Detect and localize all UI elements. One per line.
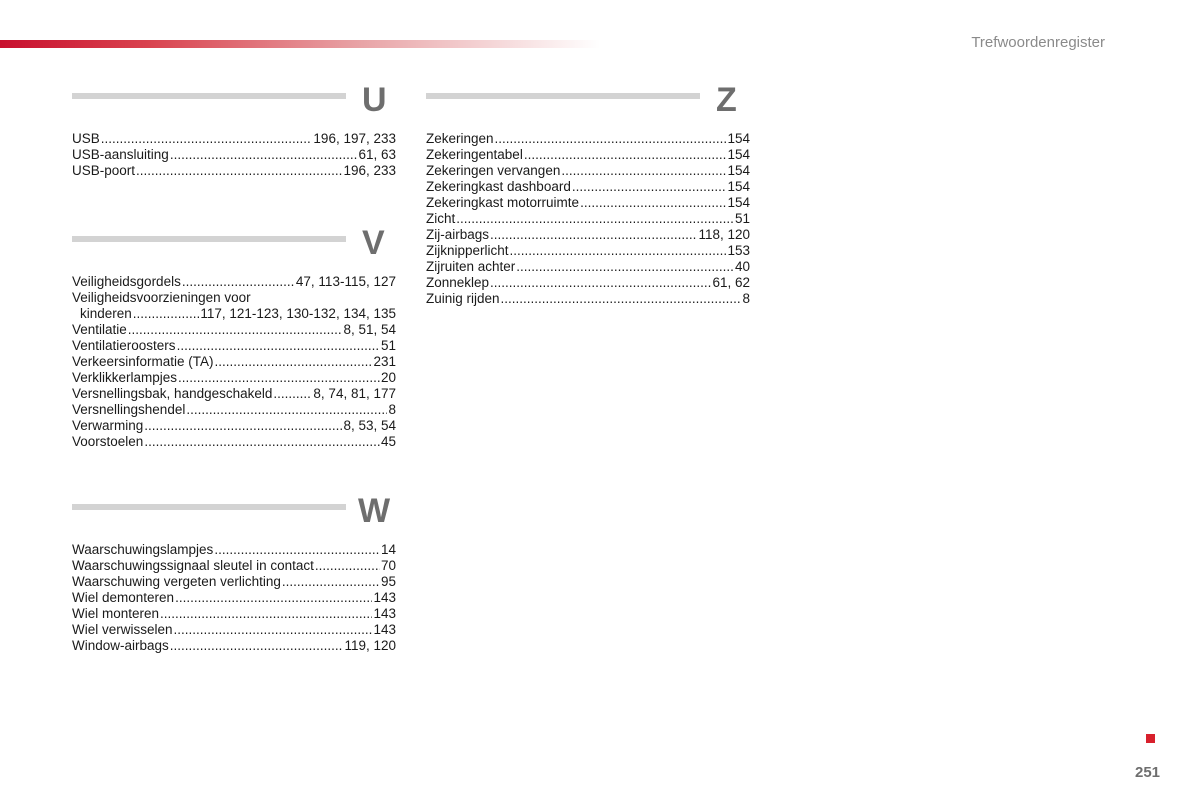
entry-pages: 196, 197, 233	[313, 131, 396, 146]
index-entry[interactable]	[72, 370, 396, 386]
index-entry[interactable]	[72, 622, 396, 638]
index-entry[interactable]	[72, 402, 396, 418]
section-divider	[72, 93, 346, 99]
corner-marker	[1146, 734, 1155, 743]
index-entry[interactable]	[72, 322, 396, 338]
entry-label: Zekeringkast motorruimte	[426, 195, 580, 210]
section-divider	[426, 93, 700, 99]
index-entry[interactable]	[72, 590, 396, 606]
entry-label: Ventilatieroosters	[72, 338, 176, 353]
index-entry[interactable]	[72, 163, 396, 179]
index-entry[interactable]	[72, 542, 396, 558]
entry-label: Zekeringentabel	[426, 147, 523, 162]
index-entry[interactable]	[72, 638, 396, 654]
entry-label: Wiel verwisselen	[72, 622, 173, 637]
entry-pages: 95	[380, 574, 396, 589]
entry-pages: 61, 62	[712, 275, 750, 290]
entry-label: Verwarming	[72, 418, 144, 433]
entry-label: Zicht	[426, 211, 456, 226]
section-divider	[72, 236, 346, 242]
entry-label: USB-poort	[72, 163, 136, 178]
index-entry[interactable]	[426, 227, 750, 243]
entry-label: Waarschuwing vergeten verlichting	[72, 574, 281, 589]
entry-pages: 153	[727, 243, 750, 258]
entry-label: Wiel demonteren	[72, 590, 175, 605]
entry-label: Versnellingshendel	[72, 402, 186, 417]
index-entry[interactable]	[72, 131, 396, 147]
index-entry[interactable]	[426, 147, 750, 163]
entry-label: Wiel monteren	[72, 606, 160, 621]
entry-pages: 143	[373, 590, 396, 605]
index-entry[interactable]	[72, 574, 396, 590]
index-entry[interactable]	[72, 274, 396, 290]
entry-label: USB	[72, 131, 100, 146]
entry-pages: 45	[380, 434, 396, 449]
entry-pages: 143	[373, 606, 396, 621]
page-number: 251	[1135, 764, 1161, 781]
index-entry[interactable]	[72, 290, 396, 306]
index-entry[interactable]	[426, 275, 750, 291]
entry-pages: 40	[734, 259, 750, 274]
entry-pages: 119, 120	[344, 638, 396, 653]
section-letter: V	[362, 224, 385, 262]
entry-label: Zekeringen vervangen	[426, 163, 561, 178]
top-accent-bar	[0, 40, 600, 48]
entry-label: Zij-airbags	[426, 227, 490, 242]
index-entry[interactable]	[426, 195, 750, 211]
entry-label: USB-aansluiting	[72, 147, 169, 162]
entry-label: Voorstoelen	[72, 434, 144, 449]
entry-pages: 70	[380, 558, 396, 573]
entry-pages: 8, 53, 54	[343, 418, 396, 433]
section-letter: W	[358, 492, 391, 530]
index-entry[interactable]	[426, 179, 750, 195]
entry-label: Verkeersinformatie (TA)	[72, 354, 214, 369]
entry-label: Verklikkerlampjes	[72, 370, 178, 385]
entry-pages: 143	[373, 622, 396, 637]
entry-pages: 117, 121-123, 130-132, 134, 135	[200, 306, 396, 321]
entry-label: Zijknipperlicht	[426, 243, 509, 258]
entry-label: Zekeringen	[426, 131, 494, 146]
index-entry[interactable]	[72, 354, 396, 370]
entry-pages: 118, 120	[698, 227, 750, 242]
entry-pages: 154	[727, 131, 750, 146]
entry-label: Waarschuwingslampjes	[72, 542, 214, 557]
entry-pages: 154	[727, 163, 750, 178]
entry-label: Waarschuwingssignaal sleutel in contact	[72, 558, 314, 573]
entry-pages: 8	[742, 291, 750, 306]
entry-pages: 8	[388, 402, 396, 417]
index-entry[interactable]	[72, 418, 396, 434]
entry-label: Versnellingsbak, handgeschakeld	[72, 386, 273, 401]
entry-pages: 20	[380, 370, 396, 385]
index-entry[interactable]	[72, 606, 396, 622]
entry-pages: 14	[380, 542, 396, 557]
entry-label: Veiligheidsvoorzieningen voor	[72, 290, 251, 305]
index-entry[interactable]	[426, 259, 750, 275]
page-title: Trefwoordenregister	[971, 34, 1105, 51]
entry-label: Ventilatie	[72, 322, 127, 337]
entry-pages: 51	[734, 211, 750, 226]
entry-label: Window-airbags	[72, 638, 169, 653]
index-entries	[72, 274, 396, 450]
index-entries	[72, 131, 396, 179]
index-entry[interactable]	[72, 386, 396, 402]
section-letter: Z	[716, 81, 737, 119]
entry-pages: 51	[380, 338, 396, 353]
entry-label: Zuinig rijden	[426, 291, 500, 306]
index-entry[interactable]	[72, 558, 396, 574]
entry-pages: 8, 74, 81, 177	[313, 386, 396, 401]
index-entry[interactable]	[426, 131, 750, 147]
entry-label: Zonneklep	[426, 275, 490, 290]
index-entry[interactable]	[72, 338, 396, 354]
entry-label: Veiligheidsgordels	[72, 274, 181, 289]
entry-pages: 154	[727, 195, 750, 210]
index-entries	[72, 542, 396, 654]
entry-pages: 154	[727, 179, 750, 194]
entry-pages: 8, 51, 54	[343, 322, 396, 337]
index-entry[interactable]	[72, 434, 396, 450]
index-entry[interactable]	[72, 306, 396, 322]
index-entry[interactable]	[426, 211, 750, 227]
entry-pages: 47, 113-115, 127	[295, 274, 396, 289]
index-entries	[426, 131, 750, 307]
index-entry[interactable]	[426, 243, 750, 259]
section-divider	[72, 504, 346, 510]
entry-label: Zijruiten achter	[426, 259, 516, 274]
entry-label: Zekeringkast dashboard	[426, 179, 571, 194]
entry-pages: 154	[727, 147, 750, 162]
entry-pages: 61, 63	[358, 147, 396, 162]
index-entry[interactable]	[72, 147, 396, 163]
entry-label: kinderen	[80, 306, 132, 321]
index-entry[interactable]	[426, 163, 750, 179]
entry-pages: 196, 233	[343, 163, 396, 178]
index-entry[interactable]	[426, 291, 750, 307]
entry-pages: 231	[373, 354, 396, 369]
section-letter: U	[362, 81, 387, 119]
